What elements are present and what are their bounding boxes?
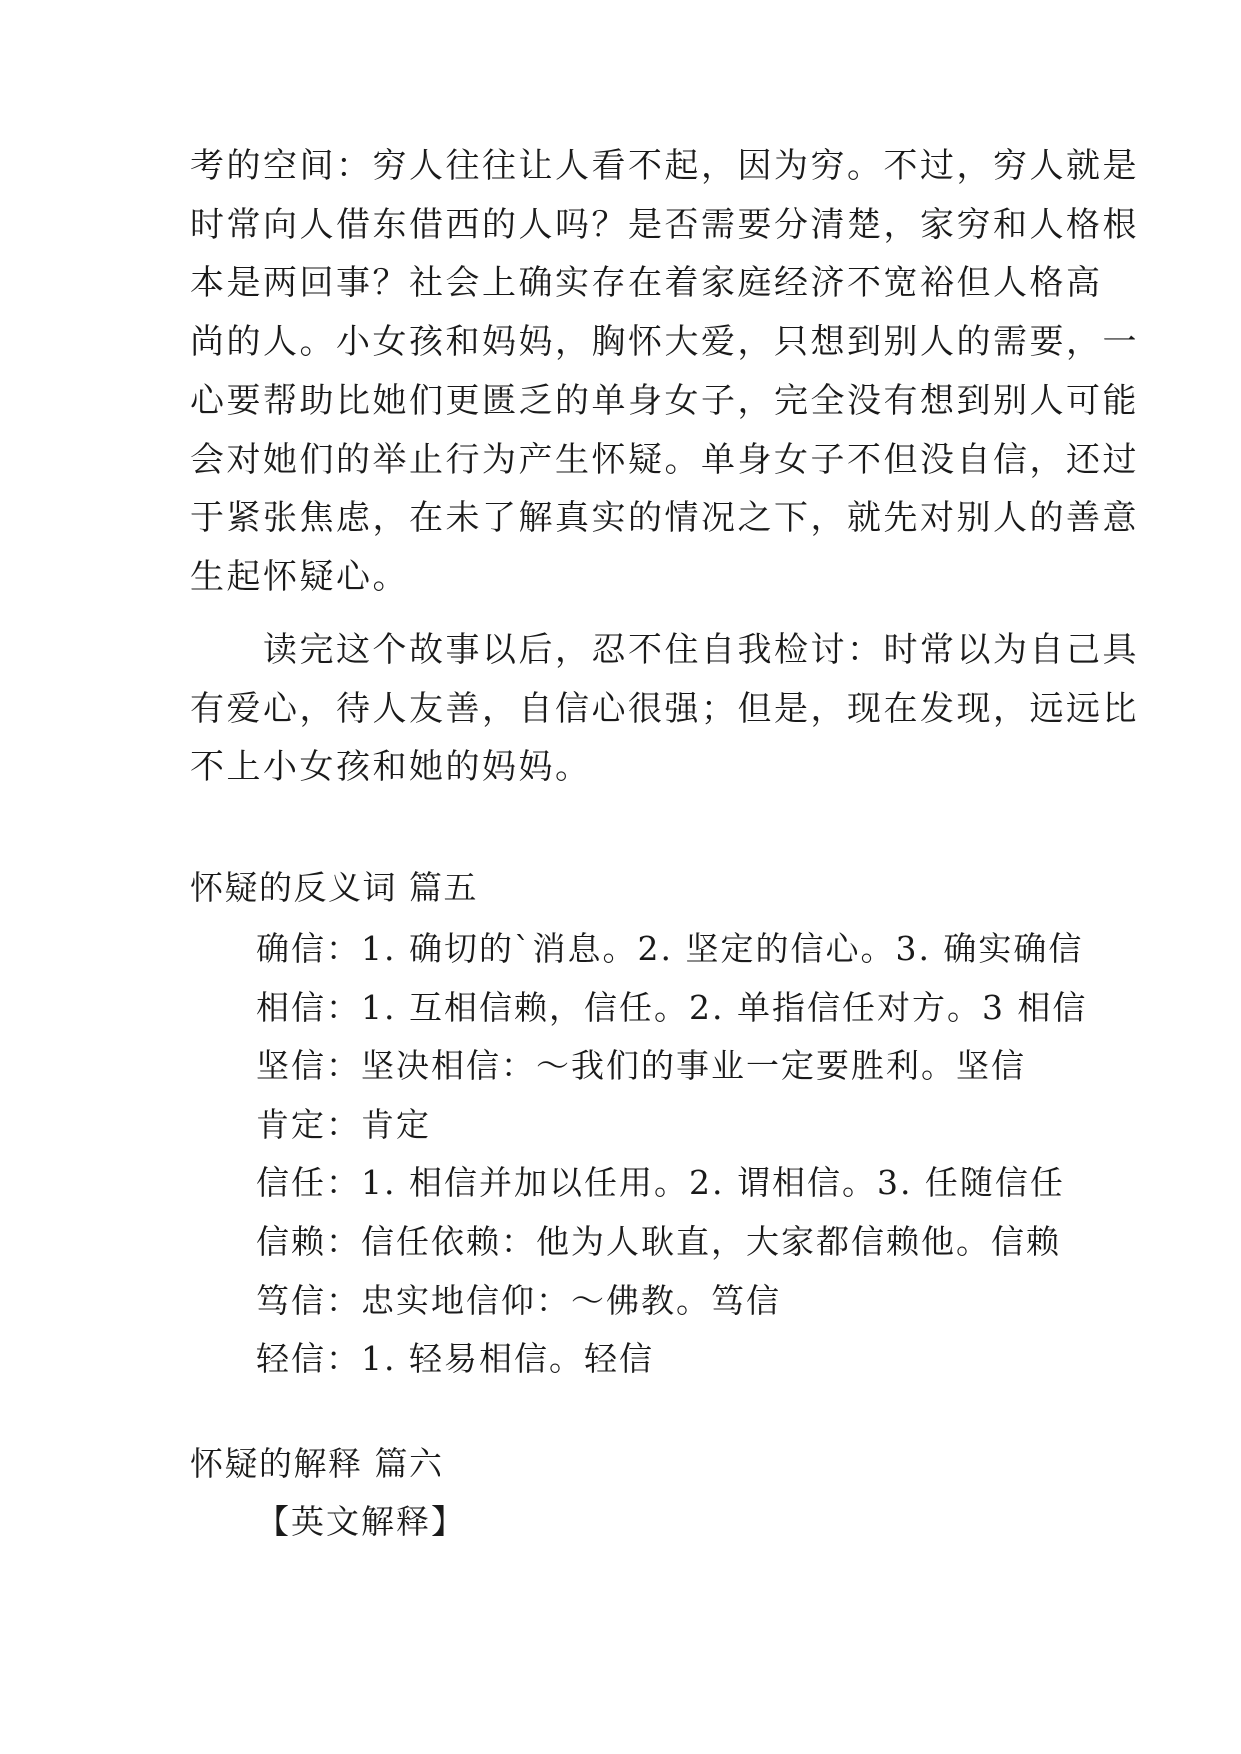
paragraph-line: 本是两回事？社会上确实存在着家庭经济不宽裕但人格高: [190, 263, 1103, 304]
definition-item: 信任：1. 相信并加以任用。2. 谓相信。3. 任随信任: [256, 1163, 1065, 1203]
paragraph-line: 于紧张焦虑，在未了解真实的情况之下，就先对别人的善意: [190, 498, 1139, 539]
section-5-heading: 怀疑的反义词 篇五: [190, 868, 478, 907]
definition-item: 坚信：坚决相信：～我们的事业一定要胜利。坚信: [256, 1046, 1026, 1086]
paragraph-line: 心要帮助比她们更匮乏的单身女子，完全没有想到别人可能: [190, 380, 1139, 421]
paragraph-line: 考的空间：穷人往往让人看不起，因为穷。不过，穷人就是: [190, 146, 1139, 186]
paragraph-poverty-discussion: [190, 137, 1139, 607]
paragraph-line: 生起怀疑心。: [190, 556, 409, 597]
definition-item: 轻信：1. 轻易相信。轻信: [256, 1339, 654, 1379]
definition-item: 相信：1. 互相信赖，信任。2. 单指信任对方。3 相信: [256, 987, 1088, 1027]
paragraph-line: 时常向人借东借西的人吗？是否需要分清楚，家穷和人格根: [190, 204, 1139, 245]
definition-item: 确信：1. 确切的`消息。2. 坚定的信心。3. 确实确信: [256, 929, 1084, 968]
document-page: [190, 0, 1139, 1754]
definition-item: 信赖：信任依赖：他为人耿直，大家都信赖他。信赖: [256, 1221, 1061, 1261]
paragraph-line: 读完这个故事以后，忍不住自我检讨：时常以为自己具: [190, 630, 1139, 670]
paragraph-self-reflection: [190, 621, 1139, 797]
definition-item: 笃信：忠实地信仰：～佛教。笃信: [256, 1280, 781, 1320]
antonym-definition-list: [256, 920, 1087, 1389]
paragraph-line: 不上小女孩和她的妈妈。: [190, 747, 592, 788]
definition-item: 肯定：肯定: [256, 1104, 431, 1144]
section-6-heading: 怀疑的解释 篇六: [190, 1444, 444, 1483]
paragraph-line: 会对她们的举止行为产生怀疑。单身女子不但没自信，还过: [190, 439, 1139, 480]
paragraph-line: 尚的人。小女孩和妈妈，胸怀大爱，只想到别人的需要，一: [190, 322, 1139, 363]
paragraph-line: 有爱心，待人友善，自信心很强；但是，现在发现，远远比: [190, 688, 1139, 729]
english-explanation-subtitle: 【英文解释】: [256, 1502, 466, 1541]
